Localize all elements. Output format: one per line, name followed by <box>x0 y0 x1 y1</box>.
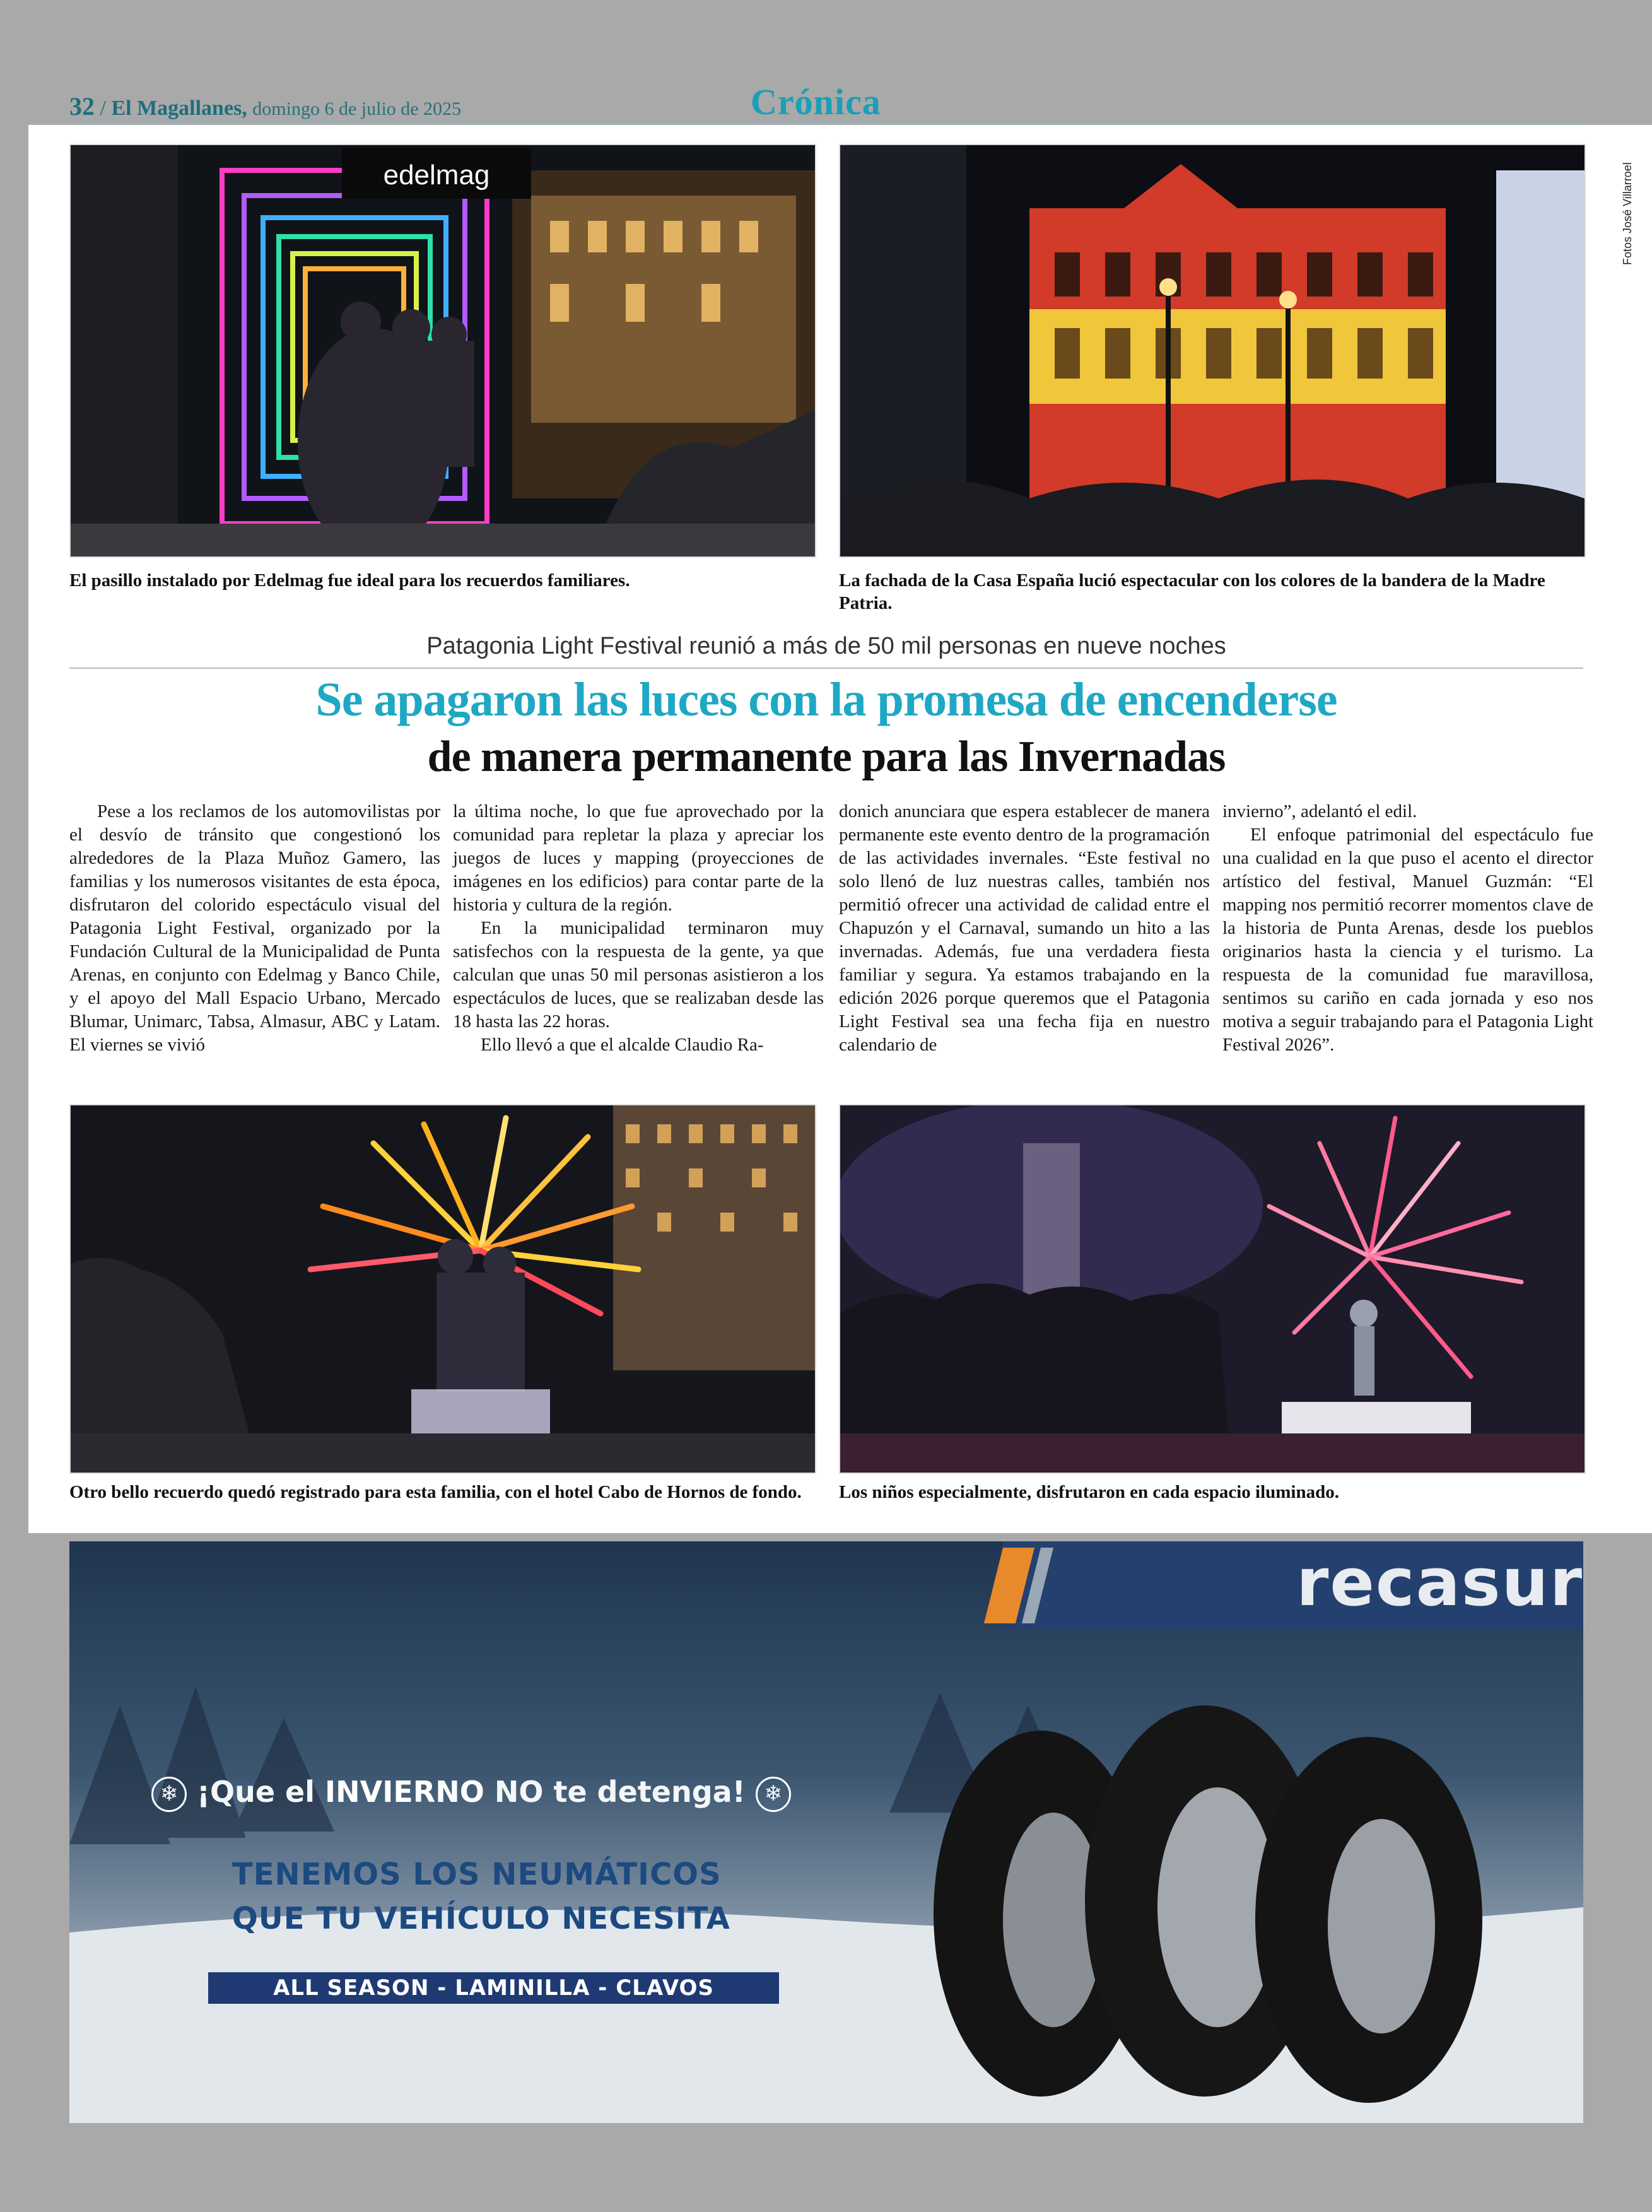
snowflake-icon: ❄ <box>151 1777 187 1812</box>
header-rule <box>69 122 1583 124</box>
folio-separator: / <box>100 97 106 120</box>
snowflake-icon: ❄ <box>756 1777 791 1812</box>
article-column-4 <box>1222 800 1593 1057</box>
headline-line-1: Se apagaron las luces con la promesa de encenderse <box>315 673 1337 726</box>
paragraph: invierno”, adelantó el edil. <box>1222 801 1417 821</box>
ad-slogan <box>151 1775 791 1812</box>
folio <box>69 91 461 121</box>
caption-light-tunnel: El pasillo instalado por Edelmag fue ideal para los recuerdos familiares. <box>69 570 630 591</box>
slogan-mid <box>484 1775 495 1809</box>
paragraph: El enfoque patrimonial del espectáculo fue una cualidad en la que puso el acento el director artístico del festival, Manuel Guzmán: “El mapping nos permitió recorrer momentos clave de la historia de Punta Arenas, desde los pueblos originarios hasta la ciencia y el turismo. La respuesta de la comunidad fue maravillosa, sentimos su cariño en cada jornada y eso nos motiva a seguir trabajando para el Patagonia Light Festival 2026”. <box>1222 825 1593 1055</box>
caption-children: Los niños especialmente, disfrutaron en cada espacio iluminado. <box>839 1482 1339 1502</box>
recasur-logo[interactable]: recasur <box>1296 1544 1583 1621</box>
section-title: Crónica <box>751 81 881 122</box>
paragraph: En la municipalidad terminaron muy satisfechos con la respuesta de la gente, ya que calculan que unas 50 mil personas asistieron a los espectáculos de luces, que se realizaban desde las 18 hasta las 22 horas. <box>453 918 824 1032</box>
slogan-no: NO <box>494 1775 544 1809</box>
ad-line-2: QUE TU VEHÍCULO NECESITA <box>232 1901 730 1936</box>
tunnel-sign: edelmag <box>383 160 490 191</box>
paragraph: la última noche, lo que fue aprovechado por la comunidad para repletar la plaza y apreciar los juegos de luces y mapping (proyecciones de imágenes en los edificios) para contar parte de la historia y cultura de la región. <box>453 801 824 915</box>
slogan-invierno: INVIERNO <box>325 1775 484 1809</box>
headline-line-2: de manera permanente para las Invernadas <box>427 732 1226 781</box>
caption-casa-espana: La fachada de la Casa España lució espectacular con los colores de la bandera de la Madre Patria. <box>839 570 1545 613</box>
article-kicker: Patagonia Light Festival reunió a más de 50 mil personas en nueve noches <box>426 633 1226 659</box>
paragraph: donich anunciara que espera establecer de manera permanente este evento dentro de la programación de las actividades invernales. “Este festival no solo llenó de luz nuestras calles, también nos permitió ofrecer una actividad de calidad entre el Chapuzón y el Carnaval, sumando un hito a las invernadas. Además, fue una verdadera fiesta familiar y segura. Ya estamos trabajando en la edición 2026 porque queremos que el Patagonia Light Festival sea una fecha fija en nuestro calendario de <box>839 801 1210 1055</box>
page-number: 32 <box>69 92 95 121</box>
article-column-1 <box>69 800 440 1057</box>
caption-hotel-family: Otro bello recuerdo quedó registrado para esta familia, con el hotel Cabo de Hornos de fondo. <box>69 1482 802 1502</box>
paragraph: Pese a los reclamos de los automovilistas por el desvío de tránsito que congestionó los alrededores de la Plaza Muñoz Gamero, las familias y los numerosos visitantes de esta época, disfrutaron del colorido espectáculo visual del Patagonia Light Festival, organizado por la Fundación Cultural de la Municipalidad de Punta Arenas, en conjunto con Edelmag y Banco Chile, y el apoyo del Mall Espacio Urbano, Mercado Blumar, Unimarc, Tabsa, Almasur, ABC y Latam. El viernes se vivió <box>69 801 440 1055</box>
publication-date: domingo 6 de julio de 2025 <box>252 98 462 119</box>
photo-light-tunnel <box>69 144 816 558</box>
recasur-advertisement[interactable] <box>69 1541 1583 2123</box>
article-column-2 <box>453 800 824 1057</box>
ad-tire-types-bar: ALL SEASON - LAMINILLA - CLAVOS <box>208 1972 779 2004</box>
slogan-post: te detenga! <box>543 1775 746 1809</box>
paragraph: Ello llevó a que el alcalde Claudio Ra- <box>481 1035 764 1055</box>
publication-name: El Magallanes, <box>111 97 247 120</box>
slogan-pre: ¡Que el <box>197 1775 325 1809</box>
kicker-rule <box>69 668 1583 669</box>
photo-hotel-family <box>69 1104 816 1474</box>
photo-casa-espana <box>839 144 1586 558</box>
photo-children <box>839 1104 1586 1474</box>
article-column-3 <box>839 800 1210 1057</box>
ad-line-1: TENEMOS LOS NEUMÁTICOS <box>232 1857 722 1892</box>
photo-credit: Fotos José Villarroel <box>1621 162 1634 265</box>
